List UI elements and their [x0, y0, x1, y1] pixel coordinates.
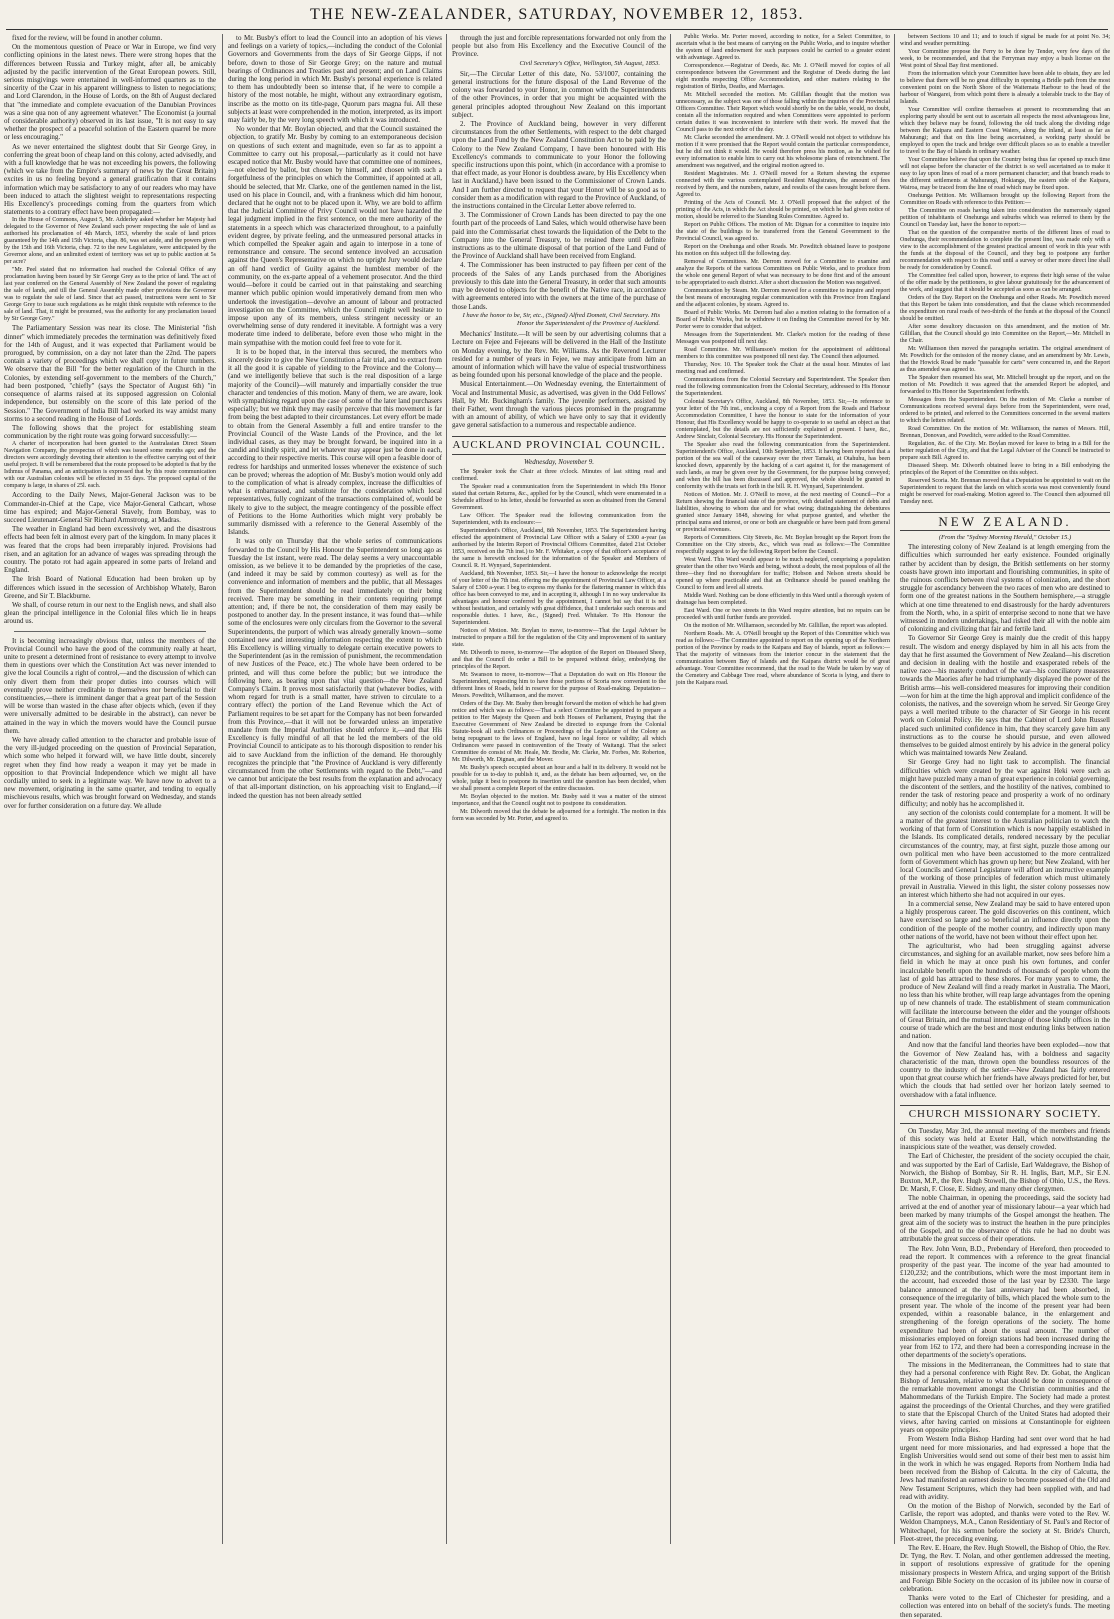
council-paragraph: Notices of Motion. Mr. J. O'Neill to move, at the next meeting of Council—For a Return shewing the financial state of the province, with detailed statement of debts and liabilities, showing to whom due and for what owing; distinguishing the debentures granted since January 1848, showing for what purpose granted, and whether the principal sums and interest, or one or both are chargeable or have been paid from general or provincial revenues. [676, 492, 890, 533]
article-paragraph: As we never entertained the slightest doubt that Sir George Grey, in conferring the great boon of cheap land on this colony, acted advisedly, and with a full knowledge that he was not exceeding his powers, the following (which we take from the Empire's summary of news by the Great Britain) excites in us no feeling beyond a general gratification that it contains information which may be satisfactory to any of our readers who may have been induced to attach the slightest weight to representations respecting His Excellency's proceedings coming from the quarters from which statements to a contrary effect have been propagated:— [4, 142, 216, 217]
news-paragraph: Musical Entertainment.—On Wednesday evening, the Entertainment of Vocal and Instrumental Music, as advertised, was given in the Odd Fellows' Hall, by Mr. Buckingham's family. The juvenile performers, assisted by their Father, went through the various pieces promised in the programme with an amount of ability, of which we have only to say that it evidently gave general satisfaction to a numerous and respectable audience. [452, 380, 666, 430]
column-2 [228, 34, 442, 1544]
column-4 [676, 34, 890, 1544]
council-date: Wednesday, November 9. [523, 457, 595, 466]
article-paragraph: The Parliamentary Session was near its close. The Ministerial "fish dinner" which immediately precedes the termination was definitively fixed for the 14th of August, and it was expected that Parliament would be prorogued, by commission, on a day not later than the 22nd. The papers contain a variety of proceedings which we shall copy in future numbers. We observe that the Bill "for the better regulation of the Church in the Colonies, by extending self-government to the members of the Church," had been postponed, "chiefly" (says the Spectator of August 6th) "in consequence of alarms raised at its supposed aggression on Colonial independence, but ostensibly on the score of this late period of the Session." The Government of India Bill had worked its way amidst many storms to a second reading in the House of Lords. [4, 324, 216, 423]
article-paragraph: The weather in England had been excessively wet, and the disastrous effects had been felt in almost every part of the kingdom. In many places it was feared that the crops had been irreparably injured. Provisions had risen, and an agitation for an advance of wages was spreading through the country. The potato rot had again appeared in some parts of Ireland and England. [4, 525, 216, 575]
column-5 [900, 34, 1110, 1619]
article-paragraph: any section of the colonists could contemplate for a moment. It will be a matter of the greatest interest to the Australian politician to watch the working of that form of Constitution which is now happily established in the Islands. Its complicated details, rendered necessary by the peculiar circumstances of the country, may, at first sight, puzzle those among our own political men who have been accustomed to the more centralized form of Government which has grown up here; but New Zealand, with her local Councils and General Legislature will afford an instructive example of the working of those principles of federation which must ultimately prevail in Australia. Viewed in this light, the sister colony possesses now an interest which hitherto she had not acquired in our eyes. [900, 808, 1110, 899]
article-paragraph: On Tuesday, May 3rd, the annual meeting of the members and friends of this society was held at Exeter Hall, which notwithstanding the inauspicious state of the weather, was densely crowded. [900, 1126, 1110, 1152]
section-rule [14, 631, 206, 632]
council-paragraph: West Ward. This Ward would appear to be much neglected, comprising a population greater than the other two Wards and being, without a doubt, the most populous of all the three—they find no thoroughfare for traffic; Hobson and Nelson streets should be opened up where practicable and that an Ordinance should be passed enabling the Council to form and level all streets. [676, 557, 890, 591]
council-paragraph: Reserved Scoria. Mr. Brennan moved that a Deputation be appointed to wait on the Superintendent to request that the lands on which scoria was most conveniently found might be reserved for road-making. Motion agreed to. The Council then adjourned till Tuesday next. [900, 478, 1110, 505]
council-paragraph: Onehunga Petition. Mr. Williamson brought up the following Report from the Committee on Roads with reference to this Petition:— [900, 193, 1110, 206]
council-paragraph: Your Committee believe that upon the Country being thus far opened up much time will not elapse before the character of the district is so well ascertained as to make it easy to lay upon lines of road of a more permanent character; and that branch roads to the different settlements at Mahurangi, Hokianga, the eastern side of the Kaipara, Wairoa, may be traced from the line of road which may be fixed upon. [900, 157, 1110, 191]
quoted-paragraph: "Mr. Peel stated that no information had reached the Colonial Office of any proclamation having been issued by Sir George Grey as to the price of land. The act of last year conferred on the General Assembly of New Zealand the power of regulating the sale of lands, and till the General Assembly made other provisions the Governor was to regulate the sale of land. Since that act passed, instructions were sent to Sir George Grey to issue such regulations as he might think requisite with reference to the sale of land. That, it might be presumed, was the authority for any proclamation issued by Sir George Grey." [4, 267, 216, 323]
letter-paragraph: Sir,—The Circular Letter of this date, No. 53/1007, containing the general instructions for the future disposal of the Land Revenue of the colony was forwarded to your Honor, in common with the Superintendents of the other Provinces, in order that you might be acquainted with the general principles adopted throughout New Zealand on this important subject. [452, 69, 666, 119]
quoted-paragraph: A charter of incorporation had been granted to the Australasian Direct Steam Navigation Company, the prospectus of which was issued some months ago; and the directors were accordingly devoting their attention to the effective carrying out of their useful project. It will be remembered that the route proposed to be adopted is that by the Isthmus of Panama, and an anticipation is expressed that by this route communication with our Australian colonies will be effected in 55 days. The proposed capital of the company is large, in shares of 25l. each. [4, 441, 216, 490]
council-paragraph: The Committee on roads having taken into consideration the numerously signed petition of inhabitants of Onehunga and suburbs which was referred to them by the Council on Tuesday last, have the honor to report:— [900, 208, 1110, 228]
council-paragraph: Removal of Committees. Mr. Derrom moved for a Committee to examine and analyze the Reports of the various Committees on Public Works, and to produce from the whole one general Report of what was necessary to be done first and of the amount to be appropriated to each district. After a short discussion the Motion was negatived. [676, 259, 890, 286]
letter-paragraph: 3. The Commissioner of Crown Lands has been directed to pay the one fourth part of the proceeds of Land Sales, which would otherwise have been paid into the Commissariat chest towards the liquidation of the Debt to the Company into the General Treasury, to be retained there until definite instructions as to the ultimate disposal of that portion of the Land Fund of the Province of Auckland shall have been received from England. [452, 211, 666, 261]
council-paragraph: Resident Magistrates. Mr. J. O'Neill moved for a Return shewing the expense connected with the various contemplated Resident Magistrates, the amount of fees received by them, and the numbers, nature, and results of the cases brought before them. Agreed to. [676, 171, 890, 198]
article-paragraph: The Rev. John Venn, B.D., Prebendary of Hereford, then proceeded to read the report. It commences with a reference to the great financial prosperity of the past year. The income of the year had amounted to £120,232; and the contributions, which were the most important item in the account, had exceeded those of the last year by £2330. The large balance announced at the last anniversary had been absorbed, in consequence of the irregularity of bills, which placed the whole sum to the present year. The whole of the income of the present year had been expended, within a reasonable balance, in the enlargement and strengthening of the foreign operations of the society. The home expenditure had been of about the usual amount. The number of missionaries employed on foreign stations had been increased during the year from 162 to 172, and there had been a corresponding increase in the other departments of the society's operations. [900, 1244, 1110, 1360]
article-paragraph: On the motion of the Bishop of Norwich, seconded by the Earl of Carlisle, the report was adopted, and thanks were voted to the Rev. W. Weldon Champneys, M.A., Canon Residentiary of St. Paul's and Rector of Whitechapel, for his sermon before the society at St. Bride's Church, Fleet-street, the preceding evening. [900, 1501, 1110, 1543]
council-paragraph: Colonial Secretary's Office, Auckland, 8th November, 1853. Sir,—In reference to your letter of the 7th inst., enclosing a copy of a Report from the Roads and Harbour Accommodation Committee, I have the honour to state for the information of your Honour, that His Excellency would be happy to co-operate to so useful an object as that contemplated, but the details are not sufficiently explained at present. I have, &c., Andrew Sinclair, Colonial Secretary. His Honour the Superintendent. [676, 399, 890, 440]
article-paragraph: It was only on Thursday that the whole series of communications forwarded to the Council by His Honour the Superintendent so long ago as Tuesday the 1st instant, were read. The delay seems a very unaccountable omission, as we believe it to be demanded by the proprieties of the case, (and indeed it may be said by common courtesy) as well as for the convenience and information of members and the public, that all Messages from the Superintendent should be read immediately on their being received. There may be something in their contents requiring prompt attention; and, if there be not, the consideration of them may easily be postponed to another day. In the present instance, it was found that—while some of the enclosures were only circulars from the Governor to the several Superintendents, the purport of which was already generally known—some contained new and interesting information respecting the extent to which His Excellency is willing virtually to delegate certain executive powers to the Superintendent (as in the remission of punishment, the recommendation of new Justices of the Peace, etc.) The whole have been ordered to be printed, and will thus come before the public; but we introduce the following here, as bearing upon that vital question—the New Zealand Company's Claim. It proves most satisfactorily that (whatever bodies, with whom regard for truth is a small matter, have striven to circulate to a contrary effect) the portion of the Land Revenue which the Act of Parliament requires to be set apart for the Company has not been forwarded from this Province,—that it will not be forwarded unless an imperative mandate from the Imperial Authorities should enforce it,—and that His Excellency is fully mindful of all that he led the members of the old Provincial Council to anticipate as to his thorough disposition to render his aid to save Auckland from the infliction of the demand. He thoroughly recognizes the principle that "the Province of Auckland is very differently circumstanced from the other Settlements with regard to the Debt,"—and we cannot but anticipate the best results from the explanation and advocacy of that all-important distinction, on his approaching visit to England,—if indeed the question has not been already settled [228, 537, 442, 800]
council-paragraph: That on the question of the comparative merits of the different lines of road to Onehunga, their recommendation to complete the present line, was made only with a view to the accomplishment of the greatest practical amount of work in this year with the funds at the disposal of the Council, and they beg to postpone any further recommendation with respect to this road until a survey or other more direct line shall be ready for consideration by Council. [900, 230, 1110, 271]
letter-signature: I have the honor to be, Sir, etc., (Signed) Alfred Domett, Civil Secretary. His Honor the Superintendent of the Province of Auckland. [462, 311, 660, 327]
council-paragraph: Board of Public Works. Mr. Derrom had also a motion relating to the formation of a Board of Public Works, but he withdrew it on finding the Committee moved for by Mr. Porter were to consider that subject. [676, 310, 890, 330]
article-paragraph: The Irish Board of National Education had been broken up by differences which issued in the secession of Archbishop Whately, Baron Greene, and Sir T. Blackburne. [4, 575, 216, 600]
council-paragraph: On the motion of Mr. Williamson, seconded by Mr. Gillillan, the report was adopted. [684, 623, 888, 629]
council-paragraph: Communication by Steam. Mr. Derrom moved for a committee to inquire and report the best means of encouraging regular communication with this Province from England and the adjacent colonies, by steam. Agreed to. [676, 288, 890, 308]
news-paragraph: Mechanics' Institute.—It will be seen by our advertising columns that a Lecture on Fejee and Fejeeans will be delivered in the Hall of the Institute on Monday evening, by the Rev. Mr. Williams. As the Reverend Lecturer resided for a number of years in Fejee, we may anticipate from him an amount of information which will have the value of especial trustworthiness as being founded upon his personal knowledge of the place and the people. [452, 330, 666, 380]
article-paragraph: fixed for the review, will be found in another column. [12, 34, 163, 42]
council-paragraph: Regulation, &c. of the City. Mr. Boylan moved for leave to bring in a Bill for the better regulation of the City, and that the Legal Adviser of the Council be instructed to prepare such Bill. Agreed to. [900, 441, 1110, 461]
council-paragraph: The Speaker took the Chair at three o'clock. Minutes of last sitting read and confirmed. [452, 468, 666, 482]
council-paragraph: Messages from the Superintendent. Mr. Clarke's motion for the reading of these Messages was postponed till next day. [676, 332, 890, 345]
article-paragraph: Sir George Grey had no light task to accomplish. The financial difficulties which were created by the war against Heki were such as might have puzzled many a man of great experience in colonial governing, the discontent of the settlers, and the hostility of the natives, combined to render the task of restoring peace and prosperity a work of no ordinary difficulty; and nobly has he accomplished it. [900, 758, 1110, 808]
article-paragraph: The Earl of Chichester, the president of the society occupied the chair, and was supported by the Earl of Carlisle, Earl Waldegrave, the Bishop of Norwich, the Bishop of Bombay, Sir R. H. Inglis, Bart, M.P., Sir E.N. Buxton, M.P., the Rev. Hugh Stowell, the Bishop of Ohio, U.S., the Revs. Dr. Marsh, F. Close, E. Sidney, and many other clergymen. [900, 1152, 1110, 1194]
column-1 [4, 34, 216, 1544]
council-paragraph: The Speaker also read the following communication from the Superintendent. Superintendent's Office, Auckland, 10th September, 1853. It having been reported that a portion of the sea wall of the causeway over the river Tamaki, at Otahuhu, has been knocked down, apparently by the hacking of a cart against it, for the management of such lands, as may be given over by the Government, for the purpose being conveyed; and when the bill has been discussed and approved, the whole should be granted in conformity with the trusts set forth in the bill. R. H. Wynyard, Superintendent. [676, 442, 890, 490]
column-separator [894, 34, 895, 1544]
council-paragraph: Public Works. Mr. Porter moved, according to notice, for a Select Committee, to ascertain what is the best means of carrying on the Public Works, and to inquire whether the system of land endowment for such purposes could be carried to a greater extent with advantage. Agreed to. [676, 34, 890, 61]
new-zealand-source: (From the "Sydney Morning Herald," October 15.) [938, 534, 1072, 541]
council-paragraph: Auckland, 8th November, 1853. Sir,—I have the honour to acknowledge the receipt of your letter of the 7th inst. offering me the appointment of Provincial Law Officer, at a Salary of £300 a-year. I beg to express my thanks for the flattering manner in which this office has been conveyed to me, and in accepting it, although I in no way undervalue its advantages and honour conferred by the appointment, I cannot but say that it is not without hesitation, and certainly with great diffidence, that I undertake such onerous and responsible duties. I have, &c., (Signed) Fred. Whitaker. To His Honour the Superintendent. [452, 570, 666, 626]
council-paragraph: Mr. Dilworth to move, to-morrow—The adoption of the Report on Diseased Sheep, and that the Council do order a Bill to be prepared without delay, embodying the principles of the Report. [452, 649, 666, 670]
article-paragraph: The noble Chairman, in opening the proceedings, said the society had arrived at the end of another year of missionary labour—a year which had been marked by many triumphs of the Gospel amongst the heathen. The great aim of the society was to instruct the heathen in the pure principles of the Gospel, and to the observance of this rule he had no doubt was attributable the great success of their operations. [900, 1194, 1110, 1244]
council-paragraph: Thursday, Nov. 10. The Speaker took the Chair at the usual hour. Minutes of last meeting read and confirmed. [676, 362, 890, 375]
council-paragraph: Your Committee propose the Ferry to be done by Tender, very few days of the week, to be recommended, and that the Ferryman may enjoy a bush license on the West point of Shoal Bay first mentioned. [900, 49, 1110, 69]
article-paragraph: It is to be hoped that, in the interval thus secured, the members who sincerely desire to give the New Constitution a fair trial, and to extract from it all the good it is capable of yielding to the Province and the Colony—(and we intelligently believe that such is the real disposition of a large majority of the Council)—will maturely and impartially consider the true character and tendencies of this motion. Many of them, we are aware, look with sympathising regard upon the case of some of the later land purchasers especially; but we think they may easily perceive that this movement is far from being the best adapted to their circumstances. Let every effort be made to obtain from the General Assembly a full and entire transfer to the Provincial Council of the Waste Lands of the Province, and the let individual cases, as they may be brought forward, be inquired into in a candid and kindly spirit, and let whatever may appear just be done in each, according to their respective merits. This course will open a feasible door of redress for hardships and unmerited losses whenever the existence of such can be proved; whereas the adoption of Mr. Busby's motion would only add to the complication of what is already complex, increase the difficulties of what is embarrassed, and substitute for the consideration which local representatives, fully cognizant of the transactions complained of, would be likely to give to the subject, the meagre contingency of the possible effect of Petitions to the Home Authorities which might very probably be summarily dismissed with a reference to the General Assembly of the Islands. [228, 347, 442, 537]
article-paragraph: The following shows that the project for establishing steam communication by the right route was going forward successfully:— [4, 423, 216, 441]
council-paragraph: Mr. Boylan objected to the motion. Mr. Busby said it was a matter of the utmost importance, and that the Council ought not to postpone its consideration. [452, 793, 666, 807]
article-paragraph: The missions in the Mediterranean, the Committees had to state that they had a personal conference with Right Rev. Dr. Gobat, the Anglican Bishop of Jerusalem, relative to what should be done in consequence of the remarkable movement amongst the Christian communities and the Mahommedans of the Turkish Empire. The Society had made a protest against the proceedings of the Oriental Churches, and they were gratified to state that the Episcopal Church of the United States had adopted their views, after having carried on missions at Constantinople for eighteen years on opposite principles. [900, 1360, 1110, 1435]
council-paragraph: The Speaker then resumed his seat, Mr. Mitchell brought up the report, and on the motion of Mr. Powditch it was agreed that the amended Report be adopted, and forwarded to His Honor the Superintendent forthwith. [900, 375, 1110, 395]
article-paragraph: To Governor Sir George Grey is mainly due the credit of this happy result. The wisdom and energy displayed by him in all his acts from the day that he first assumed the Government of New Zealand—his discretion and decision in dealing with the hostile and exasperated rebels of the native race—his masterly conduct of the war—his conciliatory measures towards the Maories after he had triumphantly displayed the power of the British arms—his well-considered measures for improving their condition—won for him at the time the high approval and implicit confidence of the colonists, the natives, and the sovereign whom he served. Sir George Grey pays a well merited tribute to the character of Sir George in his recent work on Colonial Policy. He says that the Cabinet of Lord John Russell placed such unlimited confidence in him, that they scarcely gave him any instructions as to the course he should pursue, and even allowed themselves to be guided almost entirely by his advice in the general policy which was maintained towards New Zealand. [900, 634, 1110, 758]
council-paragraph: Reports of Committees. City Streets, &c. Mr. Boylan brought up the Report from the Committee on the City streets, &c., which was read as follows:—The Committee respectfully suggest to lay the following Report before the Council. [676, 535, 890, 555]
council-paragraph: Mr. Williamson then moved the paragraphs seriatim. The original amendment of Mr. Powditch for the omission of the money clause, and an amendment by Mr. Lewis, that the Howick Road be made "passable for carts" were concurred in, and the Report as thus amended was agreed to. [900, 346, 1110, 373]
council-paragraph: Printing of the Acts of Council. Mr. J. O'Neill proposed that the subject of the printing of the Acts, in which the Act should be printed, on which he had given notice of motion, should be referred to the Standing Rules Committee. Agreed to. [676, 200, 890, 220]
council-paragraph: Communications from the Colonial Secretary and Superintendent. The Speaker then read the following communication from the Colonial Secretary, addressed to His Honour the Superintendent. [676, 377, 890, 397]
column-3 [452, 34, 666, 1544]
council-paragraph: Mr. Dilworth moved that the debate be adjourned for a fortnight. The motion in this form was seconded by Mr. Porter, and agreed to. [452, 808, 666, 822]
letter-paragraph: 2. The Province of Auckland being, however in very different circumstances from the other Settlements, with respect to the debt charged upon the Land Fund by the New Zealand Constitution Act to be paid by the Colony to the New Zealand Company, I have been honoured with His Excellency's commands to communicate to your Honor the following specific instructions upon this point, which (in accordance with a promise to that effect made, as your Honor is doubtless aware, by His Excellency when last in Auckland,) have been issued to the Commissioner of Crown Lands. And I am further directed to request that your Honor will be so good as to consider them as a modification with regard to the Province of Auckland, of the instructions contained in the Circular Letter above referred to. [452, 120, 666, 211]
article-paragraph: The interesting colony of New Zealand is at length emerging from the difficulties which surrounded her early existence. Founded originally rather by accident than by design, the British settlements on her stormy coasts have grown into important and flourishing communities, in spite of the ruinous conflicts between rival systems of colonization, and the short struggle for ascendancy between the two races of men who are destined to form one of the greatest nations in the Southern hemisphere,—a struggle which at one time threatened to end disastrously for the hardy adventurers from the North, who, in a spirit of enterprise second to none that we have witnessed in modern undertakings, had risked their all with the noble aim of colonizing and civilizing that fair and fertile land. [900, 543, 1110, 634]
column-separator [446, 34, 447, 1544]
article-paragraph: According to the Daily News, Major-General Jackson was to be Commander-in-Chief at the Cape, vice Major-General Cathcart, whose time has expired; and Major-General Stavely, from Bombay, was to succeed Lieutenant-General Sir Richard Armstrong, at Madras. [4, 491, 216, 524]
council-paragraph: Messages from the Superintendent. On the motion of Mr. Clarke a number of Communications received several days before from the Superintendent, were read, ordered to be printed, and referred to the Committees concerned in the several matters to which the letters related. [900, 397, 1110, 424]
council-paragraph: Orders of the Day. Report on the Onehunga and other Roads. Mr. Powditch moved that this Report be taken into consideration, and that the clause which recommended the expenditure on rural roads of two-thirds of the funds at the disposal of the Council should be omitted. [900, 295, 1110, 322]
column-separator [222, 34, 223, 1544]
council-paragraph: Your Committee will confine themselves at present to recommending that an exploring party should be sent out to ascertain all respects the most advantageous line, which they believe may be found, following the old track along the dividing ridge between the Kaipara and Eastern Coast Waters, along the inland, at least as far as Mahurangi; and that on this line being ascertained, a working party should be employed to open the track and bridge over difficult places so as to enable a traveller to travel to the Bay of Islands in ordinary weather. [900, 107, 1110, 155]
council-paragraph: Mr. Swanson to move, to-morrow—That a Deputation do wait on His Honour the Superintendent, requesting him to have those portions of Scoria now convenient to the different lines of Roads, held in reserve for the purpose of Road-making. Deputation—Messrs. Powditch, Williamson, and the mover. [452, 671, 666, 699]
article-paragraph: We have already called attention to the character and probable issue of the very ill-judged proceeding on the question of Provincial Separation, which some who helped it forward will, we have little doubt, sincerely regret when they find how ready a weapon it may yet be made in opposition to that Provincial Independence which we might all have cordially united to seek in a legitimate way. We have now to advert to a new movement, originating in the same quarter, and tending to equally mischievous results, which was brought forward on Wednesday, and stands over for further consideration on a future day. We allude [4, 736, 216, 810]
article-paragraph: No wonder that Mr. Boylan objected, and that the Council sustained the objection, to gratify Mr. Busby by coming to an extemporaneous decision on questions of such extent and magnitude, even so far as to appoint a Committee to carry out his proposal,—particularly as it could not have escaped notice that Mr. Busby would have that committee one of nominees,—not elected by ballot, but chosen by himself, and chosen with such a forgetfulness of the principles on which the Committee, if appointed at all, should be selected, that Mr. Clarke, one of the gentlemen named in the list, used on his place in Council, and, with a frankness which did him honour, declared that he ought not to be placed upon it. Why, we are bold to affirm that the Judicial Committee of Privy Council would not have hazarded the legal judgment implied in the first sentence, on the mere authority of the statements in a speech which was characterized throughout, to a painfully evident degree, by private feeling, and the unmeasured personal attacks in which compelled the Speaker again and again to interpose in a tone of remonstrance and censure. The second sentence involved an accusation against the Queen's Representative on which no upright Jury would declare an off hand verdict of Guilty against the humblest member of the community, on the ex-parte appeal of a vehement prosecutor. And the third would—before it could be carried out in that painstaking and searching manner which public opinion would imperatively demand from men who undertook the investigation—devolve an amount of labour and protracted investigation on the Committee, which the Council might well hesitate to impose upon any of its members, unless stringent necessity or an overwhelming sense of duty rendered it inevitable. A fortnight was a very moderate time indeed to deliberate, before even those who might in the main sympathise with the motion could feel free to vote for it. [228, 125, 442, 347]
column-separator [670, 34, 671, 1544]
article-paragraph: It is becoming increasingly obvious that, unless the members of the Provincial Council who have the good of the community really at heart, unite to present a determined front of resistance to every attempt to involve them in questions over which the Constitution Act was never intended to give the local Councils a right of control,—and the discussion of which can only divert them from their proper duties into courses which will eventually prove neither creditable to themselves nor beneficial to their constituencies,—there is imminent danger that a great part of the Session will be worse than wasted in the chase after objects which, (even if they were universally admitted to be desirable in the abstract), can never be attained in the way in which the movers would have the Council pursue them. [4, 636, 216, 735]
council-paragraph: The Speaker read a communication from the Superintendent in which His Honor stated that certain Returns, &c., applied for by the Council, which were enumerated in a Schedule affixed to his letter, should be forwarded as soon as obtained from the General Government. [452, 483, 666, 511]
council-paragraph: Notices of Motion. Mr. Boylan to move, to-morrow—That the Legal Adviser be instructed to prepare a Bill for the regulation of the City and improvement of its sanitary state. [452, 627, 666, 648]
council-heading: AUCKLAND PROVINCIAL COUNCIL. [452, 436, 666, 455]
article-paragraph: The Rev. E. Hoare, the Rev. Hugh Stowell, the Bishop of Ohio, the Rev. Dr. Tyng, the Rev. T. Nolan, and other gentlemen addressed the meeting, in support of resolutions expressive of gratitude for the opening missionary prospects in Western Africa, and urging support of the British and Foreign Bible Society on the occasion of its jubilee now in course of celebration. [900, 1543, 1110, 1593]
council-paragraph: Mr. Busby's speech occupied about an hour and a half in its delivery. It would not be possible for us to-day to publish it, and, as the debate has been adjourned, we, on the whole, judge it best to postpone its insertion until the question has been decided, when we shall present a complete Report of the entire discussion. [452, 764, 666, 792]
council-paragraph: Orders of the Day. Mr. Busby then brought forward the motion of which he had given notice and which was as follows:—That a select Committee be appointed to prepare a petition to Her Majesty the Queen and both Houses of Parliament, Praying that the Executive Government of New Zealand be directed to expunge from the Colonial Statute-book all such Ordinances or Proceedings of the Legislature of the Colony as being repugnant to the laws of England, have no legal force or validity; all which Ordinances were passed in contravention of the Treaty of Waitangi. That the select Committee do consist of Mr. Heale, Mr. Brodie, Mr. Clarke, Mr. Forbes, Mr. Roberton, Mr. Dilworth, Mr. Dignan, and the Mover. [452, 700, 666, 763]
article-paragraph: The agriculturist, who had been struggling against adverse circumstances, and sighing for an available market, now sees before him a field in which he may at once push his own fortunes, and confer incalculable benefit upon the hundreds of thousands of people whom the last of gold has attracted to these shores. For many years to come, the produce of New Zealand will find a ready market in Australia. The Maori, no less than his white brother, will reap large advantages from the opening up of new channels of trade. The establishment of steam communication will facilitate the intercourse between the elder and the younger offshoots of Great Britain, and the mutual interchange of those kindly offices in the course of trade which are the best and most enduring links between nation and nation. [900, 941, 1110, 1041]
council-paragraph: After some desultory discussion on this amendment, and the motion of Mr. Gillillan, that the Council should go into Committee on the Report,—Mr. Mitchell in the Chair. [900, 324, 1110, 344]
letter-paragraph: 4. The Commissioner has been instructed to pay fifteen per cent of the proceeds of the Sales of any Lands purchased from the Aborigines previously to this date into the General Treasury, in order that such amounts may be devoted to objects for the benefit of the Native race, in accordance with agreements entered into with the owners at the time of the purchase of those Lands. [452, 261, 666, 311]
article-paragraph: From Western India Bishop Harding had sent over word that he had urgent need for more missionaries, and had expressed a hope that the English Universities would send out some of their best men to assist him in the work in which he was engaged. Reports from Northern India had been received from the Bishop of Calcutta. In the city of Calcutta, the Jews had manifested an earnest desire to become possessed of the Old and New Testament Scriptures, which they had been supplied with, and had read with avidity. [900, 1435, 1110, 1501]
council-paragraph: From the information which your Committee have been able to obtain, they are led to believe that there will be no great difficulty in opening a Bridle path from the most convenient point on the North Shore of the Waitemata Harbour to the head of the harbour of Wangarei, from which point there is already a tolerable track to the Bay of Islands. [900, 71, 1110, 105]
church-missionary-heading: CHURCH MISSIONARY SOCIETY. [900, 1105, 1110, 1124]
council-paragraph: Northern Roads. Mr. A. O'Neill brought up the Report of this Committee which was read as follows:—The Committee appointed to report on the opening up of the Northern portion of the Province by roads to the Kaipara and Bay of Islands, report as follows:—That the majority of witnesses from the interior concur in the statement that the communication between Bay of Islands and the Kaipara district would be of great advantage. Your Committee recommend, that the road to the Wade be taken by way of the Cemetery and Cabbage Tree road, where abundance of Scoria is lying, and there to join the Kaipara road. [676, 631, 890, 686]
letter-dateline: Civil Secretary's Office, Wellington, 5th August, 1853. [519, 59, 660, 67]
council-paragraph: Correspondence.—Registrar of Deeds, &c. Mr. J. O'Neill moved for copies of all correspondence between the Government and the Registrar of Deeds during the last eight months respecting Office Accommodation, and other matters relating to the registration of Births, Deaths, and Marriages. [676, 63, 890, 90]
article-paragraph: through the just and forcible representations forwarded not only from the people but also from His Excellency and the Executive Council of the Province. [452, 34, 666, 59]
quoted-paragraph: In the House of Commons, August 5, Mr. Adderley asked whether her Majesty had delegated to the Governor of New Zealand such power respecting the sale of land as authorised his proclamation of 4th March, 1853, whereby the scale of land prices guaranteed by the 14th and 15th Victoria, chap. 86, was set aside, and the powers given by the 15th and 16th Victoria, chap. 72 to the new Legislature, were anticipated by the Governor alone, and an unlimited extent of territory was set up to public auction at 5s per acre? [4, 217, 216, 266]
council-paragraph: Law Officer. The Speaker read the following communication from the Superintendent, with its enclosure:— [452, 512, 666, 526]
article-paragraph: We shall, of course return in our next to the English news, and shall also glean the principal intelligence in the Colonial files which lie in heaps around us. [4, 600, 216, 626]
article-paragraph: In a commercial sense, New Zealand may be said to have entered upon a highly prosperous career. The gold discoveries on this continent, which have exercised so large and so beneficial an influence directly upon the condition of the people of the mother country, and indirectly upon many other nations of the world, have not been without their effect upon her. [900, 899, 1110, 941]
article-paragraph: And now that the fanciful land theories have been exploded—now that the Governor of New Zealand has, with a boldness and sagacity characteristic of the man, thrown open the boundless resources of the country to the industry of the settler—New Zealand has fairly entered upon that great course which her friends have always predicted for her, but which the clouds that had settled over her horizon lately seemed to overshadow with a fatal influence. [900, 1041, 1110, 1099]
council-paragraph: between Sections 10 and 11; and to touch if signal be made for at point No. 34; wind and weather permitting. [900, 34, 1110, 47]
council-paragraph: Diseased Sheep. Mr. Dilworth obtained leave to bring in a Bill embodying the principles of the Report of the Committee on this subject. [900, 463, 1110, 476]
council-paragraph: East Ward. One or two streets in this Ward require attention, but no repairs can be proceeded with until further funds are provided. [676, 608, 890, 621]
council-paragraph: Middle Ward. Nothing can be done efficiently in this Ward until a thorough system of drainage has been completed. [676, 593, 890, 606]
new-zealand-heading: NEW ZEALAND. [900, 512, 1110, 531]
council-paragraph: Report on Public Offices. The motion of Mr. Dignan for a committee to inquire into the state of the buildings to be transferred from the General Government to the Provincial Council, was agreed to. [676, 222, 890, 242]
council-paragraph: Mr. Clarke seconded the amendment. Mr. J. O'Neill would not object to withdraw his motion if it were promised that the Report would contain the particular correspondence, but he did not think it would. He would therefore press his motion, as he wished for every information to enable him to carry out his wholesome plans of retrenchment. The amendment was negatived, and the original motion agreed to. [676, 135, 890, 169]
council-paragraph: Road Committee. Mr. Williamson's motion for the appointment of additional members to this committee was postponed till next day. The Council then adjourned. [676, 347, 890, 360]
article-paragraph: to Mr. Busby's effort to lead the Council into an adoption of his views and feelings on a variety of topics,—including the conduct of the Colonial Governors and Governments from the days of Sir George Gipps, if not before, down to those of Sir George Grey; on the nature and mutual bearings of Ordinances and Treaties past and present; and on Land Claims during the long period in which Mr. Busby's personal experience is related to them has undoubtedly been so intense that, if he were to compile a history of the most notable, he might, without any extraordinary egotism, inscribe as the motto on its title-page, Quorum pars magna fui. All these subjects at least were comprehended in the motion, interpreted, as its import may fairly be, by the very long speech with which it was introduced. [228, 34, 442, 125]
council-paragraph: Road Committee. On the motion of Mr. Williamson, the names of Messrs. Hill, Brennan, Donovan, and Powditch, were added to the Road Committee. [900, 426, 1110, 439]
council-paragraph: The Committee feel called upon, however, to express their high sense of the value of the offer made by the petitioners, to give labour gratuitously for the advancement of the work, and suggest that it should be accepted as soon as can be arranged. [900, 273, 1110, 293]
council-paragraph: Report on the Onehunga and other Roads. Mr. Powditch obtained leave to postpone his motion on this subject till the following day. [676, 244, 890, 257]
article-paragraph: On the momentous question of Peace or War in Europe, we find very conflicting opinions in the latest news. There were strong hopes that the differences between Russia and Turkey might, after all, be amicably adjusted by the pacific intervention of the Great European powers. Still, serious misgivings were entertained in well-informed quarters as to the sincerity of the Czar in his apparent willingness to listen to negociations; and Lord Clarendon, in the House of Lords, on the 8th of August declared that "the immediate and complete evacuation of the Danubian Provinces was a sine qua non of any agreement whatever." The Economist (a journal of considerable authority) observed in its last issue, "It is not easy to say whether the prospect of a peaceful solution of the Eastern quarrel be more or less encouraging." [4, 43, 216, 142]
masthead-title: THE NEW-ZEALANDER, SATURDAY, NOVEMBER 12, 1853. [309, 6, 805, 23]
council-paragraph: Superintendent's Office, Auckland, 8th November, 1853. The Superintendent having effected the appointment of Provincial Law Officer with a Salary of £300 a-year (as authorised by the Interim Report of Provincial Officers Committee, dated 21st October 1853, received on the 7th inst.) to Mr. F. Whitaker, a copy of that officer's acceptance of the same is herewith enclosed for the information of the Speaker and Members of Council. R. H. Wynyard, Superintendent. [452, 527, 666, 569]
article-paragraph: Thanks were voted to the Earl of Chichester for presiding, and a collection was entered into on behalf of the society's funds. The meeting then separated. [900, 1594, 1110, 1619]
masthead-rule [6, 29, 1108, 30]
council-paragraph: Mr. Mitchell seconded the motion. Mr. Gillillan thought that the motion was unnecessary, as the subject was one of those falling within the inquiries of the Provincial Officers Committee. Their Report which would shortly be on the table, would, no doubt, contain all the information required and when Committees were appointed to perform certain duties it was inconvenient to interfere with their work. He moved that the Council pass to the next order of the day. [676, 92, 890, 133]
